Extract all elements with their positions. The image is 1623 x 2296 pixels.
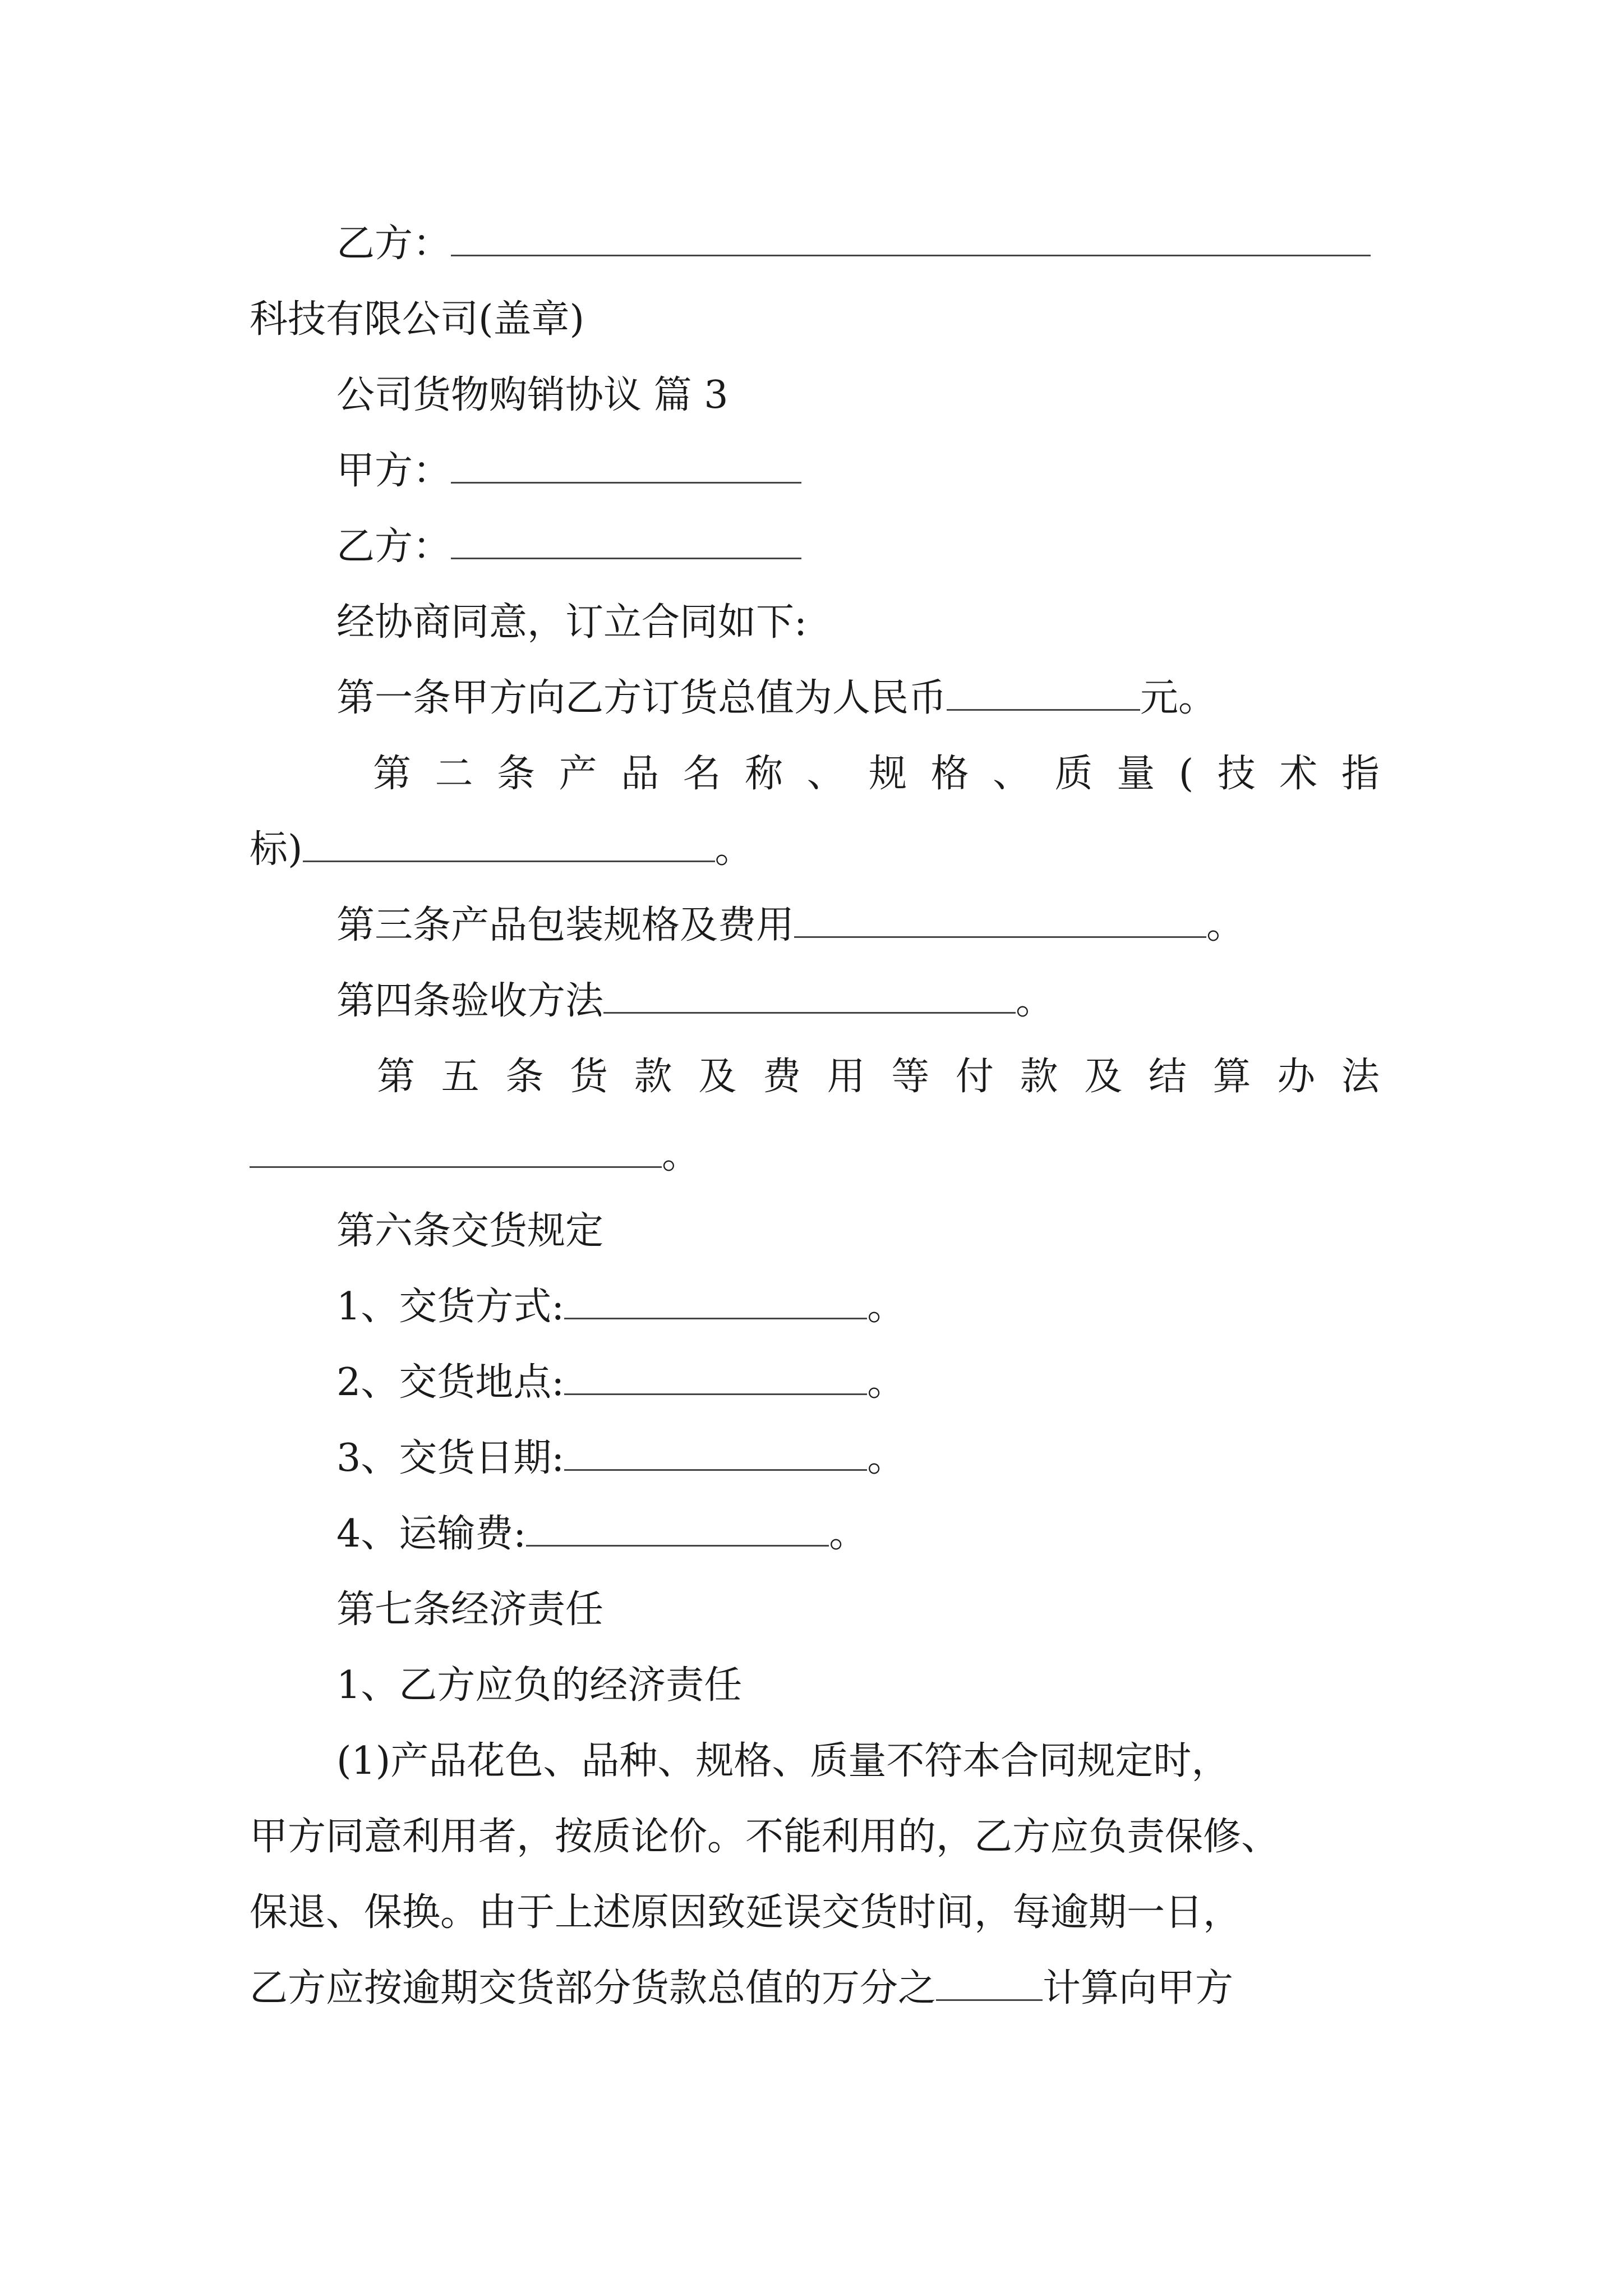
- party-b-label: 乙方：: [336, 222, 451, 266]
- acceptance-blank: [603, 978, 1016, 1014]
- article-5-char: 五: [441, 1055, 479, 1099]
- article-5-char: 办: [1277, 1055, 1316, 1099]
- party-a-label: 甲方：: [336, 449, 451, 493]
- payment-method-blank: [250, 1133, 662, 1168]
- article-5-char: 结: [1148, 1055, 1187, 1099]
- article-5-char: 第: [377, 1055, 416, 1099]
- delivery-date-blank: [564, 1435, 867, 1471]
- article-1-suffix: 元。: [1140, 676, 1217, 720]
- article-1-text: 第一条甲方向乙方订货总值为人民币: [336, 676, 947, 720]
- article-7: 第七条经济责任: [336, 1588, 604, 1632]
- period: 。: [867, 1360, 906, 1405]
- agreement-intro: 经协商同意，订立合同如下:: [336, 600, 807, 645]
- article-2-line-1: [373, 746, 1380, 802]
- period: 。: [1016, 979, 1054, 1023]
- delivery-method-blank: [564, 1284, 867, 1319]
- article-5-char: 用: [827, 1055, 865, 1099]
- article-2-char: 技: [1217, 752, 1256, 796]
- total-value-blank: [947, 675, 1140, 711]
- article-5-char: 及: [1084, 1055, 1123, 1099]
- article-3-text: 第三条产品包装规格及费用: [336, 903, 795, 947]
- article-5-char: 付: [955, 1055, 994, 1099]
- article-5-char: 算: [1212, 1055, 1251, 1099]
- article-2-char: 质: [1054, 752, 1093, 796]
- article-5-char: 款: [634, 1055, 672, 1099]
- delivery-date-label: 3、交货日期:: [336, 1436, 565, 1480]
- article-2-char: 术: [1279, 752, 1318, 796]
- delivery-place-label: 2、交货地点:: [336, 1360, 565, 1405]
- article-5-char: 法: [1341, 1055, 1380, 1099]
- transport-fee-label: 4、运输费:: [336, 1512, 527, 1556]
- period: 。: [662, 1133, 700, 1177]
- penalty-rate-blank: [936, 1966, 1043, 2001]
- article-2-tail: 标): [250, 827, 303, 872]
- article-2-char: 、: [993, 752, 1031, 796]
- party-a-line: [336, 443, 801, 499]
- delivery-method: [336, 1279, 905, 1335]
- product-spec-blank: [303, 827, 715, 862]
- party-b-signature-line: [336, 216, 1371, 272]
- company-seal-line: 科技有限公司(盖章): [250, 297, 585, 342]
- article-2-char: 格: [930, 752, 969, 796]
- party-b-blank: [451, 524, 801, 559]
- article-5-char: 款: [1020, 1055, 1058, 1099]
- article-5-char: 及: [698, 1055, 737, 1099]
- article-2-char: (: [1178, 752, 1194, 796]
- transport-fee-blank: [526, 1511, 829, 1547]
- liability-paragraph-line-3: 保退、保换。由于上述原因致延误交货时间，每逾期一日，: [250, 1890, 1242, 1935]
- party-a-blank: [451, 448, 801, 484]
- party-b-liability-heading: 1、乙方应负的经济责任: [336, 1663, 743, 1708]
- article-2-char: 规: [869, 752, 907, 796]
- article-2-char: 条: [497, 752, 536, 796]
- period: 。: [1206, 903, 1245, 947]
- delivery-place: [336, 1355, 905, 1411]
- article-5-char: 等: [891, 1055, 930, 1099]
- article-5-char: 货: [569, 1055, 608, 1099]
- party-b-label: 乙方：: [336, 524, 451, 569]
- penalty-text-tail: 计算向甲方: [1043, 1966, 1234, 2010]
- period: 。: [714, 827, 753, 872]
- transport-fee: [336, 1506, 867, 1562]
- article-2-char: 量: [1117, 752, 1155, 796]
- delivery-place-blank: [564, 1360, 867, 1395]
- delivery-method-label: 1、交货方式:: [336, 1285, 565, 1329]
- packaging-blank: [794, 903, 1206, 938]
- liability-paragraph-line-1: (1)产品花色、品种、规格、质量不符本合同规定时，: [336, 1739, 1230, 1783]
- article-2-char: 、: [806, 752, 845, 796]
- liability-paragraph-line-2: 甲方同意利用者，按质论价。不能利用的，乙方应负责保修、: [250, 1815, 1280, 1859]
- delivery-date: [336, 1430, 905, 1487]
- party-b-line: [336, 519, 801, 575]
- article-2-char: 产: [559, 752, 597, 796]
- article-5-char: 费: [762, 1055, 801, 1099]
- article-2-char: 名: [683, 752, 721, 796]
- article-2-char: 二: [435, 752, 473, 796]
- article-5-line-1: [377, 1049, 1380, 1105]
- liability-paragraph-line-4: [250, 1961, 1233, 2017]
- article-4-text: 第四条验收方法: [336, 979, 604, 1023]
- article-4: [336, 973, 1054, 1029]
- article-6: 第六条交货规定: [336, 1209, 604, 1253]
- article-2-line-2: [250, 822, 753, 878]
- article-2-char: 称: [745, 752, 783, 796]
- article-2-char: 品: [621, 752, 660, 796]
- article-5-char: 条: [505, 1055, 544, 1099]
- article-5-line-2: [250, 1128, 700, 1184]
- period: 。: [867, 1436, 906, 1480]
- section-title: 公司货物购销协议 篇 3: [336, 373, 728, 417]
- article-1: [336, 670, 1216, 726]
- period: 。: [867, 1285, 906, 1329]
- article-2-char: 第: [373, 752, 412, 796]
- penalty-text: 乙方应按逾期交货部分货款总值的万分之: [250, 1966, 937, 2010]
- article-2-char: 指: [1341, 752, 1380, 796]
- party-b-blank: [451, 221, 1371, 256]
- article-3: [336, 898, 1244, 954]
- period: 。: [829, 1512, 868, 1556]
